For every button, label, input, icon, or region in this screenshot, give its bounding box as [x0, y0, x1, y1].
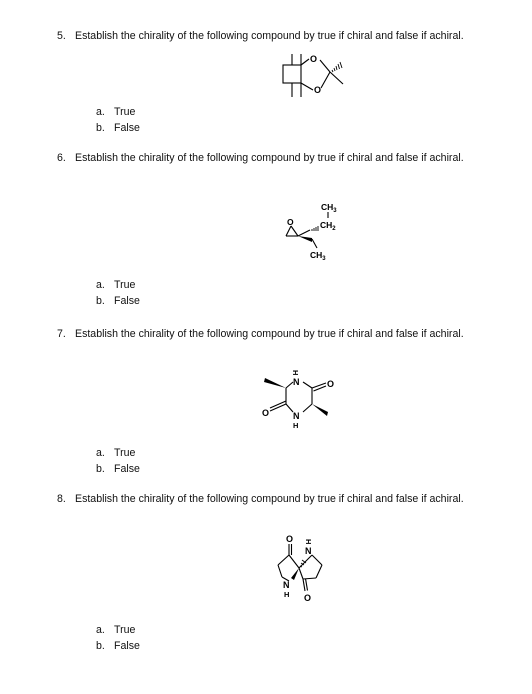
option-letter: a.	[96, 624, 105, 636]
question-prompt: Establish the chirality of the following compound by true if chiral and false if achiral.	[75, 152, 464, 164]
structure-5	[276, 48, 366, 104]
option-label: True	[114, 624, 136, 636]
atom-label: O	[262, 408, 270, 418]
option-letter: a.	[96, 447, 105, 459]
option-label: False	[114, 295, 140, 307]
option-b[interactable]	[96, 640, 140, 652]
atom-subscript: 2	[332, 226, 336, 232]
option-label: False	[114, 122, 140, 134]
option-letter: a.	[96, 279, 105, 291]
question-text	[57, 152, 464, 164]
atom-label: N	[293, 377, 300, 387]
atom-label: H	[304, 539, 313, 545]
atom-label: O	[327, 379, 335, 389]
option-a[interactable]	[96, 624, 135, 636]
option-letter: b.	[96, 295, 105, 307]
option-letter: b.	[96, 640, 105, 652]
molecule-drawing	[256, 366, 346, 438]
option-label: True	[114, 279, 136, 291]
structure-6	[282, 200, 362, 262]
atom-label: O	[310, 54, 318, 64]
molecule-drawing	[256, 533, 338, 615]
structure-7	[256, 366, 346, 438]
atom-label: N	[283, 580, 290, 590]
atom-label: H	[284, 590, 290, 599]
option-label: True	[114, 447, 136, 459]
option-a[interactable]	[96, 106, 135, 118]
atom-label: O	[314, 85, 322, 95]
question-number: 7.	[57, 328, 66, 340]
svg-text:CH2	[320, 220, 336, 232]
question-number: 8.	[57, 493, 66, 505]
atom-label: O	[286, 534, 294, 544]
atom-label: CH	[320, 220, 333, 230]
atom-label: N	[305, 546, 312, 556]
option-label: False	[114, 463, 140, 475]
atom-subscript: 3	[333, 208, 337, 214]
atom-label: H	[293, 421, 299, 430]
option-b[interactable]	[96, 295, 140, 307]
option-b[interactable]	[96, 463, 140, 475]
atom-label: CH	[310, 250, 323, 260]
atom-label: CH	[321, 202, 334, 212]
atom-label: H	[291, 370, 300, 376]
question-prompt: Establish the chirality of the following compound by true if chiral and false if achiral.	[75, 328, 464, 340]
option-letter: b.	[96, 122, 105, 134]
question-number: 6.	[57, 152, 66, 164]
option-b[interactable]	[96, 122, 140, 134]
option-letter: b.	[96, 463, 105, 475]
question-prompt: Establish the chirality of the following compound by true if chiral and false if achiral.	[75, 30, 464, 42]
question-text	[57, 328, 464, 340]
question-number: 5.	[57, 30, 66, 42]
atom-label: N	[293, 411, 300, 421]
option-label: False	[114, 640, 140, 652]
atom-subscript: 3	[322, 256, 326, 262]
question-text	[57, 493, 464, 505]
structure-8	[256, 533, 338, 615]
svg-text:CH3	[321, 202, 337, 214]
atom-label: O	[304, 593, 312, 603]
molecule-drawing	[282, 200, 362, 262]
svg-text:CH3	[310, 250, 326, 262]
question-text	[57, 30, 464, 42]
molecule-drawing	[276, 48, 366, 104]
option-label: True	[114, 106, 136, 118]
atom-label: O	[287, 217, 294, 227]
option-a[interactable]	[96, 447, 135, 459]
question-prompt: Establish the chirality of the following compound by true if chiral and false if achiral.	[75, 493, 464, 505]
option-a[interactable]	[96, 279, 135, 291]
option-letter: a.	[96, 106, 105, 118]
